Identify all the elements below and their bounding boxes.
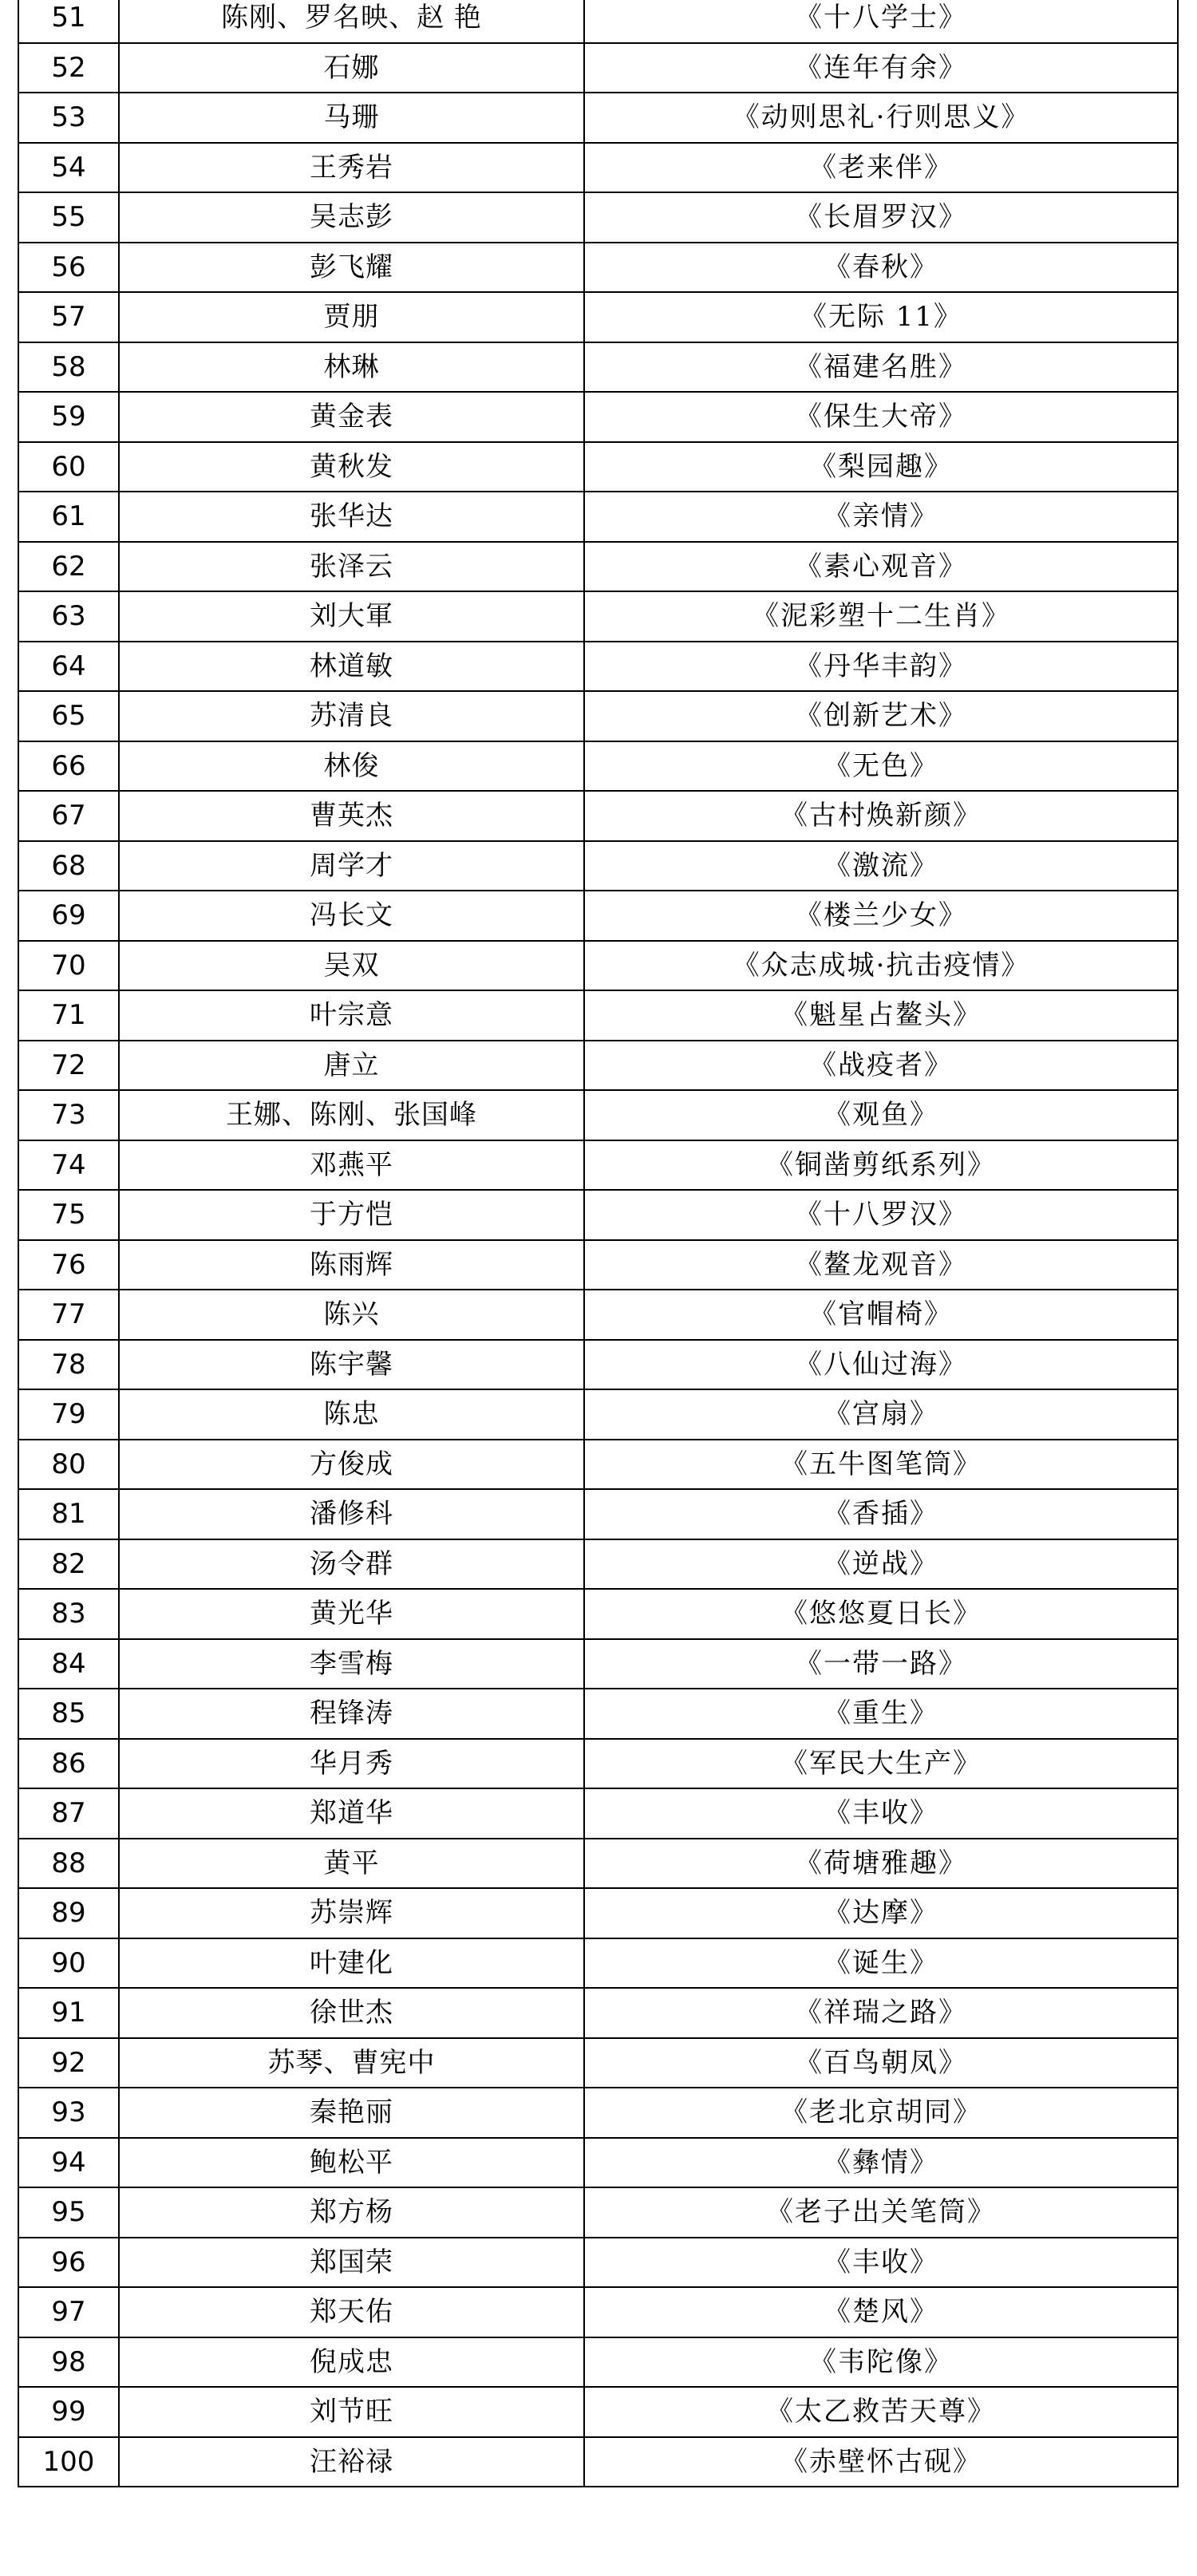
table-row — [18, 2387, 1178, 2437]
author-name-cell: 马珊 — [119, 93, 584, 143]
author-name-cell: 吴志彭 — [119, 192, 584, 243]
table-row — [18, 243, 1178, 293]
row-number-cell: 70 — [18, 941, 119, 991]
table-row — [18, 1639, 1178, 1689]
author-name-cell: 陈宇馨 — [119, 1340, 584, 1390]
row-number-cell: 60 — [18, 442, 119, 492]
table-row — [18, 1539, 1178, 1590]
row-number-cell: 56 — [18, 243, 119, 293]
table-row — [18, 2337, 1178, 2388]
table-row — [18, 2138, 1178, 2188]
work-title-cell: 《亲情》 — [584, 492, 1178, 542]
table-row — [18, 990, 1178, 1041]
table-row — [18, 442, 1178, 492]
row-number-cell: 85 — [18, 1689, 119, 1739]
row-number-cell: 57 — [18, 292, 119, 342]
row-number-cell: 83 — [18, 1589, 119, 1639]
row-number-cell: 80 — [18, 1440, 119, 1490]
row-number-cell: 93 — [18, 2088, 119, 2138]
author-name-cell: 徐世杰 — [119, 1988, 584, 2038]
row-number-cell: 88 — [18, 1839, 119, 1889]
table-row — [18, 1988, 1178, 2038]
row-number-cell: 53 — [18, 93, 119, 143]
table-row — [18, 941, 1178, 991]
author-name-cell: 王娜、陈刚、张国峰 — [119, 1090, 584, 1140]
author-name-cell: 陈雨辉 — [119, 1240, 584, 1290]
author-name-cell: 林道敏 — [119, 642, 584, 692]
row-number-cell: 54 — [18, 143, 119, 193]
author-name-cell: 贾朋 — [119, 292, 584, 342]
table-body — [18, 0, 1178, 2487]
row-number-cell: 63 — [18, 591, 119, 642]
row-number-cell: 97 — [18, 2287, 119, 2337]
row-number-cell: 81 — [18, 1489, 119, 1539]
author-name-cell: 彭飞耀 — [119, 243, 584, 293]
author-name-cell: 潘修科 — [119, 1489, 584, 1539]
table-row — [18, 143, 1178, 193]
row-number-cell: 91 — [18, 1988, 119, 2038]
work-title-cell: 《老北京胡同》 — [584, 2088, 1178, 2138]
work-title-cell: 《众志成城·抗击疫情》 — [584, 941, 1178, 991]
row-number-cell: 84 — [18, 1639, 119, 1689]
row-number-cell: 58 — [18, 342, 119, 393]
author-name-cell: 程锋涛 — [119, 1689, 584, 1739]
table-row — [18, 2437, 1178, 2487]
table-row — [18, 1140, 1178, 1191]
table-row — [18, 1689, 1178, 1739]
work-title-cell: 《荷塘雅趣》 — [584, 1839, 1178, 1889]
work-title-cell: 《泥彩塑十二生肖》 — [584, 591, 1178, 642]
author-name-cell: 周学才 — [119, 841, 584, 891]
work-title-cell: 《丰收》 — [584, 2238, 1178, 2288]
table-row — [18, 1340, 1178, 1390]
author-name-cell: 倪成忠 — [119, 2337, 584, 2388]
row-number-cell: 59 — [18, 392, 119, 442]
work-title-cell: 《赤壁怀古砚》 — [584, 2437, 1178, 2487]
author-name-cell: 陈刚、罗名映、赵 艳 — [119, 0, 584, 43]
author-name-cell: 黄光华 — [119, 1589, 584, 1639]
author-name-cell: 叶建化 — [119, 1938, 584, 1989]
table-row — [18, 1938, 1178, 1989]
table-row — [18, 492, 1178, 542]
row-number-cell: 71 — [18, 990, 119, 1041]
author-name-cell: 张华达 — [119, 492, 584, 542]
table-row — [18, 2038, 1178, 2088]
author-name-cell: 陈忠 — [119, 1389, 584, 1440]
table-row — [18, 1389, 1178, 1440]
work-title-cell: 《一带一路》 — [584, 1639, 1178, 1689]
author-name-cell: 黄秋发 — [119, 442, 584, 492]
author-name-cell: 林俊 — [119, 741, 584, 792]
work-title-cell: 《香插》 — [584, 1489, 1178, 1539]
table-row — [18, 542, 1178, 592]
work-title-cell: 《彝情》 — [584, 2138, 1178, 2188]
author-name-cell: 吴双 — [119, 941, 584, 991]
author-name-cell: 汪裕禄 — [119, 2437, 584, 2487]
table-row — [18, 591, 1178, 642]
work-title-cell: 《长眉罗汉》 — [584, 192, 1178, 243]
author-name-cell: 曹英杰 — [119, 791, 584, 841]
work-title-cell: 《保生大帝》 — [584, 392, 1178, 442]
row-number-cell: 76 — [18, 1240, 119, 1290]
row-number-cell: 94 — [18, 2138, 119, 2188]
work-title-cell: 《无色》 — [584, 741, 1178, 792]
table-row — [18, 2088, 1178, 2138]
table-row — [18, 0, 1178, 43]
author-name-cell: 华月秀 — [119, 1739, 584, 1789]
work-title-cell: 《逆战》 — [584, 1539, 1178, 1590]
work-title-cell: 《春秋》 — [584, 243, 1178, 293]
author-name-cell: 陈兴 — [119, 1290, 584, 1340]
work-title-cell: 《创新艺术》 — [584, 691, 1178, 741]
row-number-cell: 51 — [18, 0, 119, 43]
table-row — [18, 1041, 1178, 1091]
author-name-cell: 郑方杨 — [119, 2187, 584, 2238]
table-row — [18, 43, 1178, 93]
row-number-cell: 68 — [18, 841, 119, 891]
table-row — [18, 93, 1178, 143]
table-row — [18, 1489, 1178, 1539]
row-number-cell: 61 — [18, 492, 119, 542]
author-name-cell: 唐立 — [119, 1041, 584, 1091]
row-number-cell: 77 — [18, 1290, 119, 1340]
work-title-cell: 《宫扇》 — [584, 1389, 1178, 1440]
work-title-cell: 《老来伴》 — [584, 143, 1178, 193]
author-name-cell: 叶宗意 — [119, 990, 584, 1041]
row-number-cell: 67 — [18, 791, 119, 841]
table-row — [18, 192, 1178, 243]
work-title-cell: 《观鱼》 — [584, 1090, 1178, 1140]
row-number-cell: 96 — [18, 2238, 119, 2288]
work-title-cell: 《十八罗汉》 — [584, 1190, 1178, 1240]
author-name-cell: 郑道华 — [119, 1788, 584, 1839]
work-title-cell: 《福建名胜》 — [584, 342, 1178, 393]
work-title-cell: 《丰收》 — [584, 1788, 1178, 1839]
work-title-cell: 《楼兰少女》 — [584, 891, 1178, 941]
work-title-cell: 《梨园趣》 — [584, 442, 1178, 492]
author-name-cell: 张泽云 — [119, 542, 584, 592]
author-name-cell: 刘节旺 — [119, 2387, 584, 2437]
table-row — [18, 741, 1178, 792]
work-title-cell: 《素心观音》 — [584, 542, 1178, 592]
table-row — [18, 691, 1178, 741]
work-title-cell: 《韦陀像》 — [584, 2337, 1178, 2388]
work-title-cell: 《鳌龙观音》 — [584, 1240, 1178, 1290]
row-number-cell: 78 — [18, 1340, 119, 1390]
work-title-cell: 《战疫者》 — [584, 1041, 1178, 1091]
row-number-cell: 95 — [18, 2187, 119, 2238]
table-row — [18, 1240, 1178, 1290]
work-title-cell: 《丹华丰韵》 — [584, 642, 1178, 692]
author-name-cell: 石娜 — [119, 43, 584, 93]
author-name-cell: 郑国荣 — [119, 2238, 584, 2288]
row-number-cell: 52 — [18, 43, 119, 93]
author-name-cell: 苏崇辉 — [119, 1888, 584, 1938]
work-title-cell: 《五牛图笔筒》 — [584, 1440, 1178, 1490]
table-row — [18, 1290, 1178, 1340]
author-name-cell: 汤令群 — [119, 1539, 584, 1590]
table-row — [18, 1739, 1178, 1789]
row-number-cell: 69 — [18, 891, 119, 941]
row-number-cell: 79 — [18, 1389, 119, 1440]
row-number-cell: 75 — [18, 1190, 119, 1240]
row-number-cell: 92 — [18, 2038, 119, 2088]
row-number-cell: 99 — [18, 2387, 119, 2437]
author-name-cell: 方俊成 — [119, 1440, 584, 1490]
work-title-cell: 《铜凿剪纸系列》 — [584, 1140, 1178, 1191]
work-title-cell: 《祥瑞之路》 — [584, 1988, 1178, 2038]
work-title-cell: 《楚风》 — [584, 2287, 1178, 2337]
author-name-cell: 黄平 — [119, 1839, 584, 1889]
author-name-cell: 于方恺 — [119, 1190, 584, 1240]
work-title-cell: 《老子出关笔筒》 — [584, 2187, 1178, 2238]
work-title-cell: 《魁星占鳌头》 — [584, 990, 1178, 1041]
work-title-cell: 《动则思礼·行则思义》 — [584, 93, 1178, 143]
work-title-cell: 《连年有余》 — [584, 43, 1178, 93]
row-number-cell: 66 — [18, 741, 119, 792]
table-row — [18, 392, 1178, 442]
table-row — [18, 1589, 1178, 1639]
row-number-cell: 62 — [18, 542, 119, 592]
work-title-cell: 《八仙过海》 — [584, 1340, 1178, 1390]
table-row — [18, 1190, 1178, 1240]
row-number-cell: 72 — [18, 1041, 119, 1091]
table-row — [18, 2238, 1178, 2288]
author-name-cell: 王秀岩 — [119, 143, 584, 193]
row-number-cell: 65 — [18, 691, 119, 741]
work-title-cell: 《官帽椅》 — [584, 1290, 1178, 1340]
author-name-cell: 郑天佑 — [119, 2287, 584, 2337]
row-number-cell: 100 — [18, 2437, 119, 2487]
author-name-cell: 李雪梅 — [119, 1639, 584, 1689]
table-row — [18, 2287, 1178, 2337]
author-name-cell: 苏清良 — [119, 691, 584, 741]
row-number-cell: 55 — [18, 192, 119, 243]
author-name-cell: 黄金表 — [119, 392, 584, 442]
table-row — [18, 1888, 1178, 1938]
work-title-cell: 《十八学士》 — [584, 0, 1178, 43]
author-name-cell: 刘大軍 — [119, 591, 584, 642]
work-title-cell: 《重生》 — [584, 1689, 1178, 1739]
work-title-cell: 《悠悠夏日长》 — [584, 1589, 1178, 1639]
work-title-cell: 《古村焕新颜》 — [584, 791, 1178, 841]
author-name-cell: 秦艳丽 — [119, 2088, 584, 2138]
table-row — [18, 1440, 1178, 1490]
author-name-cell: 苏琴、曹宪中 — [119, 2038, 584, 2088]
work-title-cell: 《达摩》 — [584, 1888, 1178, 1938]
table-row — [18, 791, 1178, 841]
table-row — [18, 1090, 1178, 1140]
work-title-cell: 《无际 11》 — [584, 292, 1178, 342]
row-number-cell: 98 — [18, 2337, 119, 2388]
row-number-cell: 73 — [18, 1090, 119, 1140]
table-row — [18, 642, 1178, 692]
table-row — [18, 1788, 1178, 1839]
table-row — [18, 1839, 1178, 1889]
work-title-cell: 《诞生》 — [584, 1938, 1178, 1989]
table-row — [18, 841, 1178, 891]
table-row — [18, 292, 1178, 342]
work-title-cell: 《太乙救苦天尊》 — [584, 2387, 1178, 2437]
work-title-cell: 《百鸟朝凤》 — [584, 2038, 1178, 2088]
row-number-cell: 82 — [18, 1539, 119, 1590]
work-title-cell: 《激流》 — [584, 841, 1178, 891]
row-number-cell: 74 — [18, 1140, 119, 1191]
award-list-table — [18, 0, 1179, 2487]
row-number-cell: 89 — [18, 1888, 119, 1938]
table-row — [18, 891, 1178, 941]
author-name-cell: 邓燕平 — [119, 1140, 584, 1191]
row-number-cell: 87 — [18, 1788, 119, 1839]
author-name-cell: 鲍松平 — [119, 2138, 584, 2188]
table-row — [18, 2187, 1178, 2238]
row-number-cell: 64 — [18, 642, 119, 692]
work-title-cell: 《军民大生产》 — [584, 1739, 1178, 1789]
author-name-cell: 林琳 — [119, 342, 584, 393]
row-number-cell: 86 — [18, 1739, 119, 1789]
table-row — [18, 342, 1178, 393]
row-number-cell: 90 — [18, 1938, 119, 1989]
author-name-cell: 冯长文 — [119, 891, 584, 941]
